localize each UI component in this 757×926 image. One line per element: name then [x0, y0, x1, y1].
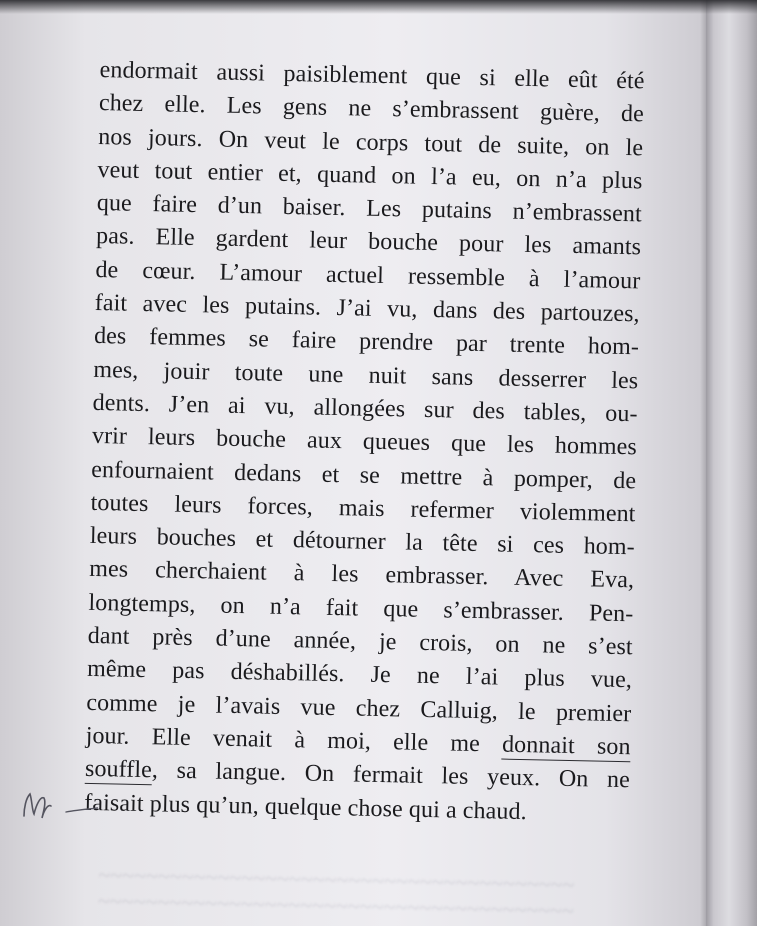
text-line-11: dents. J’en ai vu, allongées sur des tables, ou- [92, 389, 638, 428]
pencil-annotation-icon [18, 780, 98, 826]
text-line-16: mes cherchaient à les embrasser. Avec Eva, [88, 556, 635, 594]
text-line-19: même pas déshabillés. Je ne l’ai plus vue, [86, 656, 633, 694]
show-through-text: ~~~~~~~~~~~~~~~~~~~~~~~~~~~~~~~~~~~~~~~~ ~~~~~~~~~~~~~~~~~~~~~~~~~~~~~~~~~~~~~~~~ [97, 862, 575, 924]
text-line-2: chez elle. Les gens ne s’embrassent guère, de [98, 90, 645, 128]
text-line-17: longtemps, on n’a fait que s’embrasser. Pen- [88, 589, 634, 628]
text-line-1: endormait aussi paisiblement que si elle eût été [99, 56, 645, 95]
text-line-15: leurs bouches et détourner la tête si ces hom- [89, 523, 636, 561]
next-page-edge [706, 0, 757, 926]
line-22-text: , sa langue. On fermait les yeux. On ne [151, 757, 631, 794]
text-line-13: enfournaient dedans et se mettre à pomper, de [91, 456, 637, 494]
line-21-text: jour. Elle venait à moi, elle me [85, 722, 503, 758]
text-line-18: dant près d’une année, je crois, on ne s’est [87, 622, 633, 661]
text-line-23: faisait plus qu’un, quelque chose qui a chaud. [84, 789, 527, 825]
text-line-7: de cœur. L’amour actuel ressemble à l’amour [95, 256, 641, 295]
text-line-9: des femmes se faire prendre par trente hom- [93, 323, 640, 361]
text-line-4: veut tout entier et, quand on l’a eu, on n’a plus [97, 156, 643, 195]
top-shadow [0, 0, 757, 14]
text-line-3: nos jours. On veut le corps tout de suite, on le [97, 123, 644, 161]
underlined-phrase-donnait-son: donnait son [501, 731, 631, 761]
text-line-14: toutes leurs forces, mais refermer violemment [90, 489, 636, 528]
underlined-word-souffle: souffle [84, 756, 153, 784]
text-line-20: comme je l’avais vue chez Calluig, le premier [86, 689, 632, 727]
text-line-8: fait avec les putains. J’ai vu, dans des partouzes, [94, 290, 640, 328]
text-line-10: mes, jouir toute une nuit sans desserrer les [93, 356, 639, 395]
text-line-12: vrir leurs bouche aux queues que les hommes [91, 423, 638, 461]
text-line-5: que faire d’un baiser. Les putains n’embrassent [96, 190, 643, 228]
text-line-6: pas. Elle gardent leur bouche pour les amants [95, 223, 642, 261]
page-text [84, 54, 645, 831]
